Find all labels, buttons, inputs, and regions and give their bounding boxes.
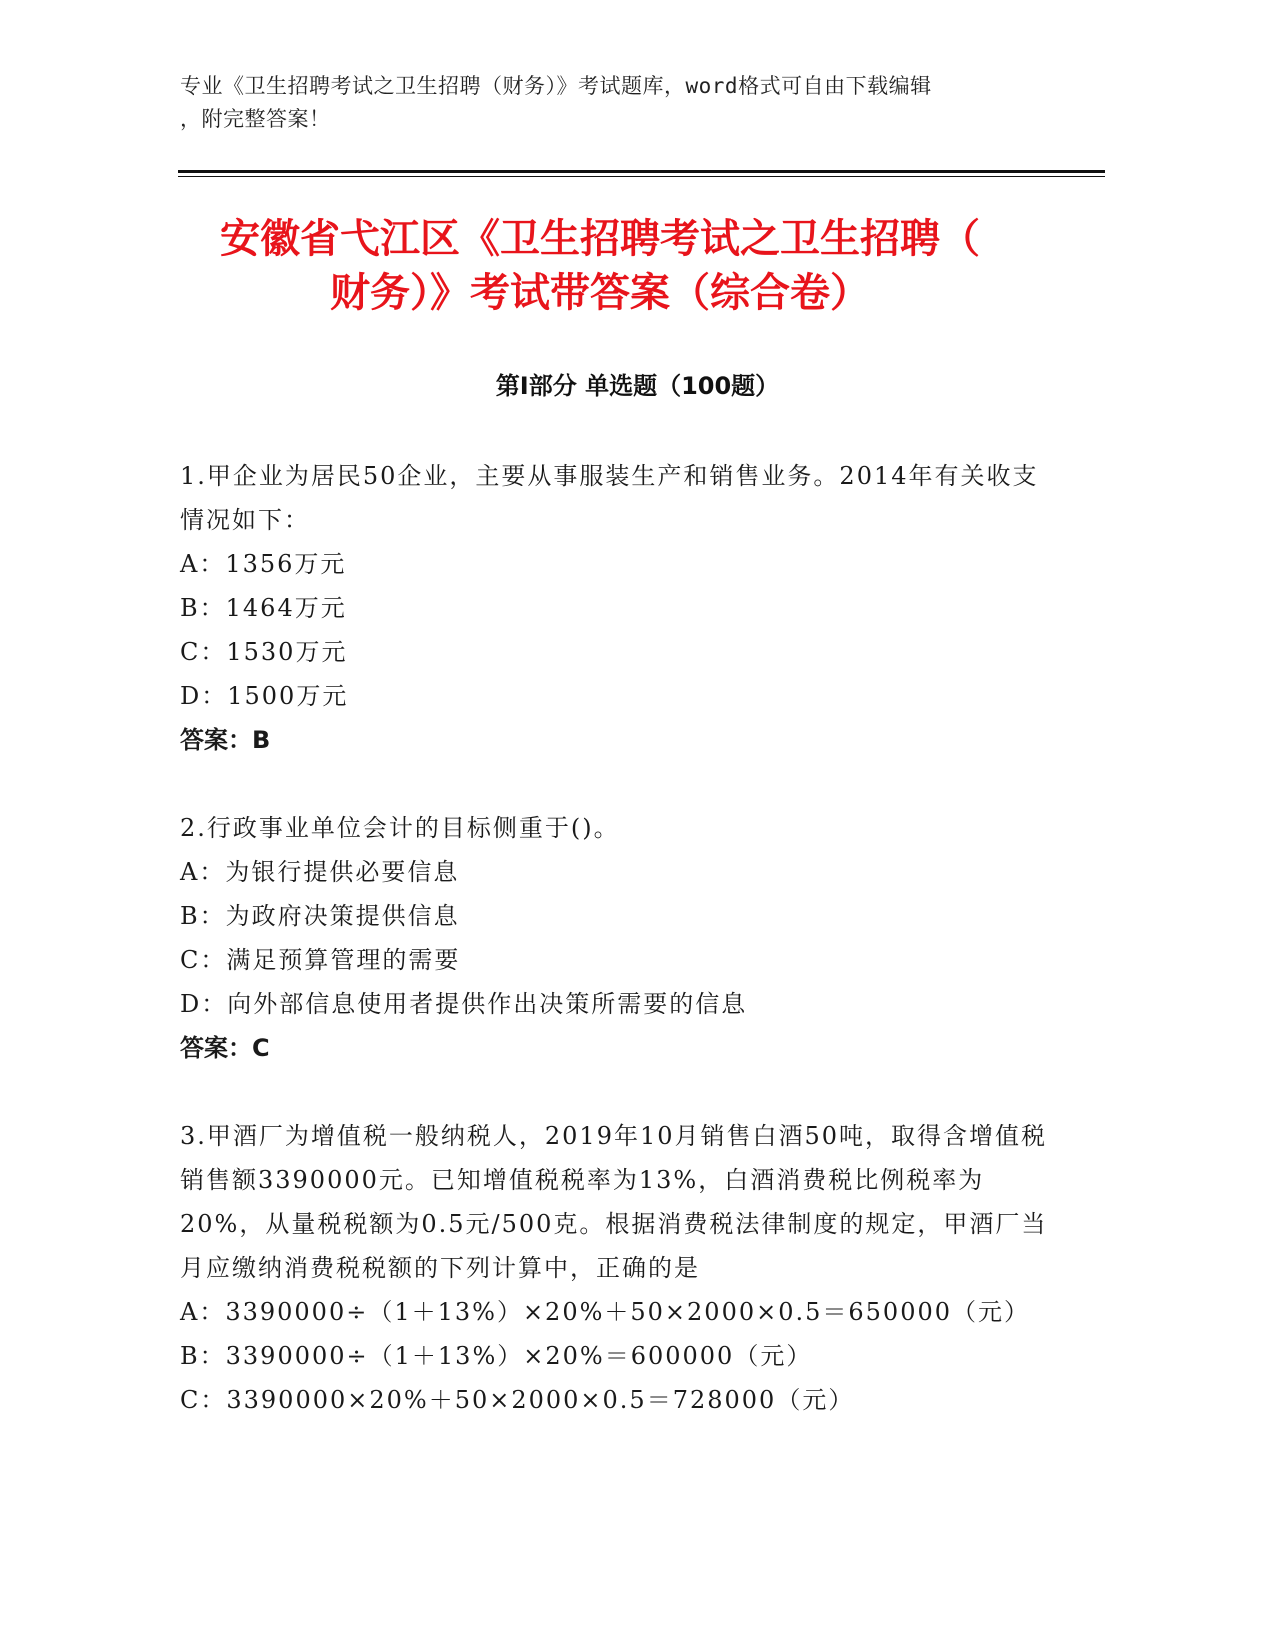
question-stem: 2.行政事业单位会计的目标侧重于()。 [180,814,620,842]
answer: 答案：C [180,1034,270,1062]
option-a: A：为银行提供必要信息 [180,858,460,886]
question-list [180,454,1050,1466]
header-note [180,70,1040,136]
option-d: D：向外部信息使用者提供作出决策所需要的信息 [180,990,748,1018]
answer: 答案：B [180,726,271,754]
question-stem: 1.甲企业为居民50企业，主要从事服装生产和销售业务。2014年有关收支情况如下： [180,462,1039,534]
header-note-line-1: 专业《卫生招聘考试之卫生招聘（财务）》考试题库，word格式可自由下载编辑 [180,74,932,98]
option-c: C：满足预算管理的需要 [180,946,461,974]
header-divider-thick [178,170,1105,173]
question-1 [180,454,1050,762]
option-b: B：为政府决策提供信息 [180,902,460,930]
option-c: C：1530万元 [180,638,348,666]
document-title-line-2: 财务）》考试带答案（综合卷） [330,270,870,316]
question-2 [180,806,1050,1070]
option-b: B：1464万元 [180,594,347,622]
question-stem: 3.甲酒厂为增值税一般纳税人，2019年10月销售白酒50吨，取得含增值税销售额3390000元。已知增值税税率为13%，白酒消费税比例税率为20%，从量税税额为0.5元/500克。根据消费税法律制度的规定，甲酒厂当月应缴纳消费税税额的下列计算中，正确的是 [180,1122,1048,1282]
document-title [160,212,1040,320]
header-divider-thin [178,176,1105,177]
document-title-line-1: 安徽省弋江区《卫生招聘考试之卫生招聘（ [220,216,980,262]
option-a: A：3390000÷（1＋13%）×20%＋50×2000×0.5＝650000（元） [180,1298,1031,1326]
option-d: D：1500万元 [180,682,349,710]
option-c: C：3390000×20%＋50×2000×0.5＝728000（元） [180,1386,855,1414]
section-title: 第I部分 单选题（100题） [495,372,780,400]
header-note-line-2: ，附完整答案！ [180,107,331,131]
question-3 [180,1114,1050,1422]
option-a: A：1356万元 [180,550,347,578]
option-b: B：3390000÷（1＋13%）×20%＝600000（元） [180,1342,813,1370]
